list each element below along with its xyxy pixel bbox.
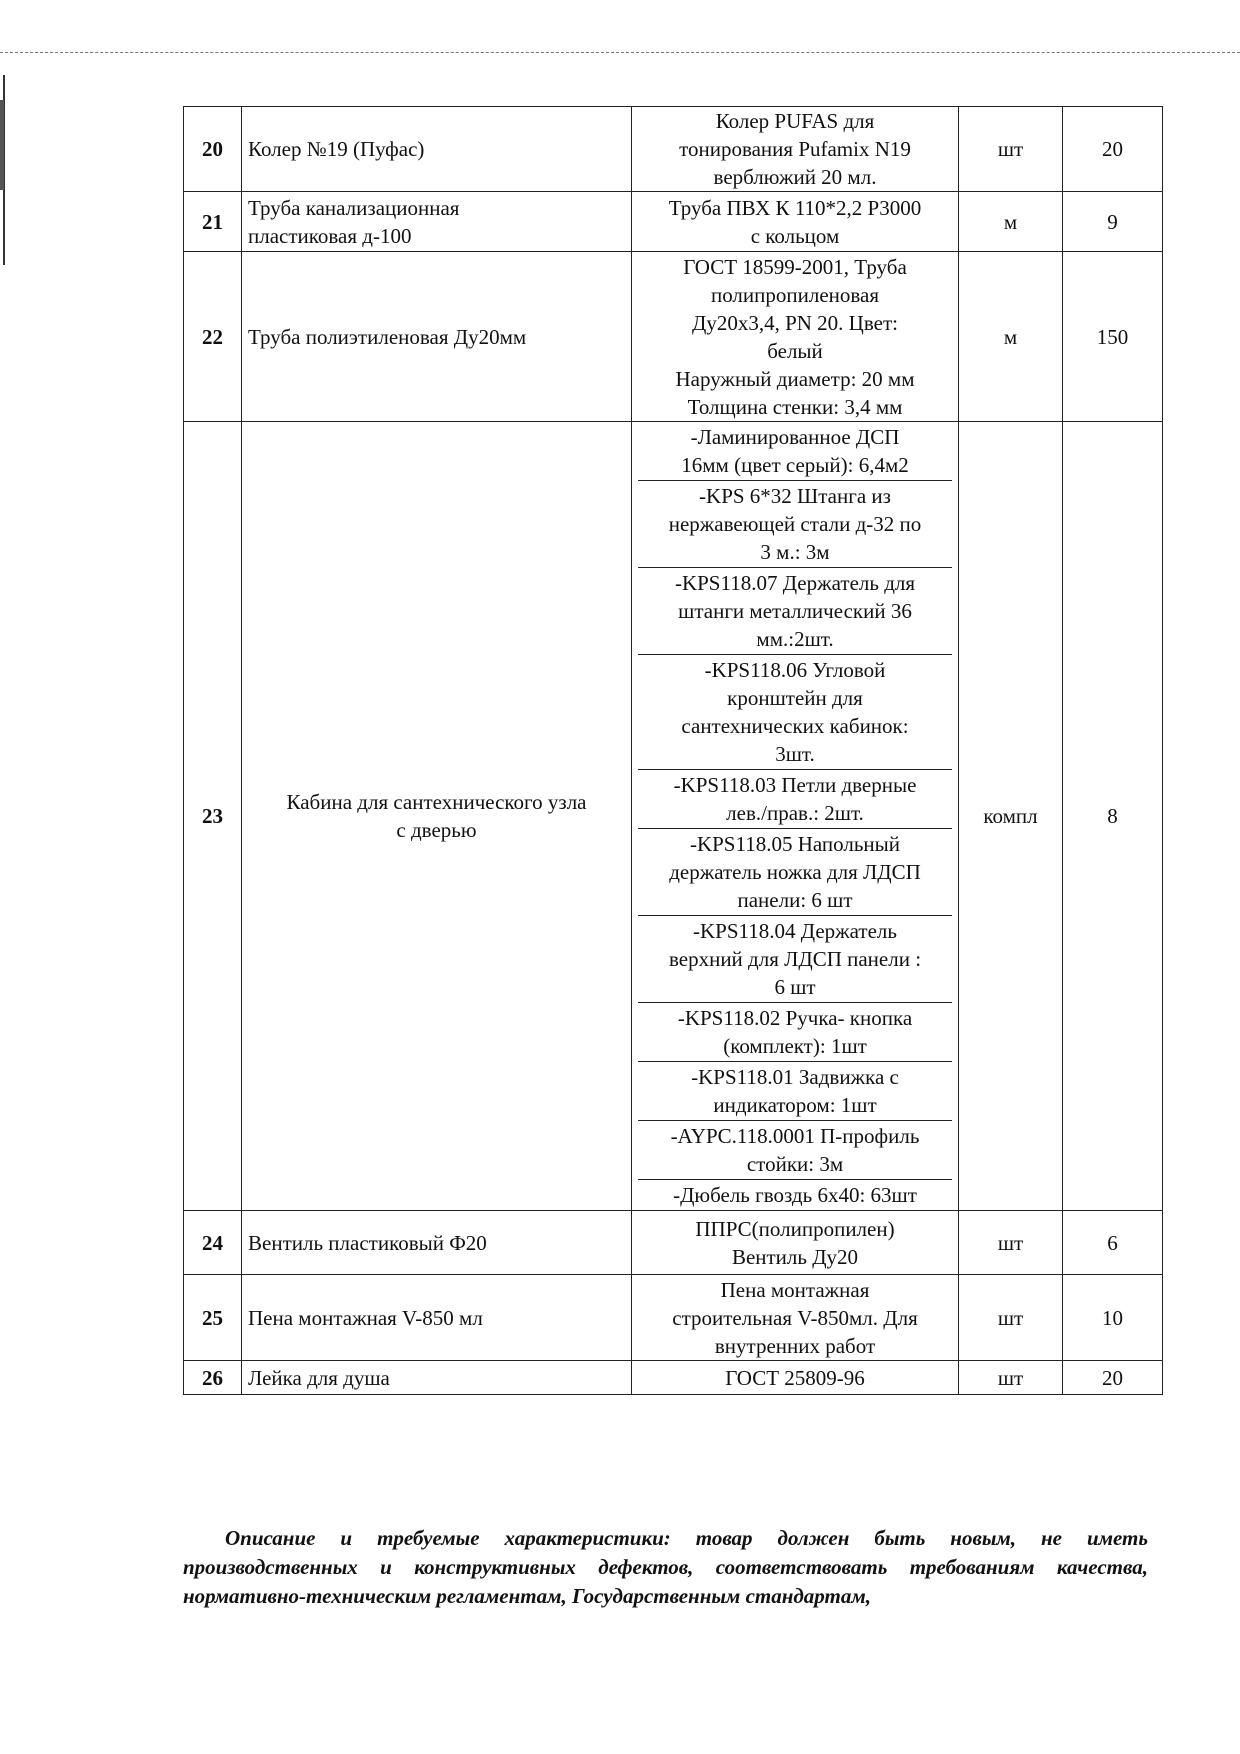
item-spec [632, 1275, 959, 1361]
spec-line: панели: 6 шт [737, 888, 853, 912]
spec-line: мм.:2шт. [756, 627, 834, 651]
spec-line: ГОСТ 18599-2001, Труба [683, 254, 907, 279]
spec-component [638, 1062, 952, 1121]
item-spec [632, 192, 959, 252]
spec-line: внутренних работ [714, 1333, 876, 1358]
item-unit: компл [959, 422, 1063, 1211]
item-name: Лейка для душа [242, 1361, 632, 1395]
spec-line: лев./прав.: 2шт. [726, 801, 864, 825]
table-row [184, 192, 1163, 252]
spec-line: индикатором: 1шт [713, 1093, 877, 1117]
spec-component [638, 770, 952, 829]
item-unit: шт [959, 1211, 1063, 1275]
spec-line: Вентиль Ду20 [731, 1244, 859, 1269]
table-row [184, 422, 1163, 1211]
spec-line: -Дюбель гвоздь 6х40: 63шт [673, 1183, 917, 1207]
spec-line: Пена монтажная [720, 1277, 870, 1302]
row-number: 26 [184, 1361, 242, 1395]
item-quantity: 150 [1063, 252, 1163, 422]
spec-line: белый [767, 338, 823, 363]
spec-line: -KPS118.04 Держатель [693, 919, 897, 943]
spec-line: полипропиленовая [710, 282, 880, 307]
item-quantity: 10 [1063, 1275, 1163, 1361]
spec-line: штанги металлический 36 [678, 599, 912, 623]
requirements-paragraph: Описание и требуемые характеристики: товар должен быть новым, не иметь производственных и конструктивных дефектов, соответствовать требованиям качества, нормативно-техническим регламентам, Государственным стандартам, [183, 1526, 1148, 1608]
spec-line: нержавеющей стали д-32 по [668, 512, 922, 536]
row-number: 25 [184, 1275, 242, 1361]
spec-component [638, 481, 952, 568]
item-name: Пена монтажная V-850 мл [242, 1275, 632, 1361]
item-quantity: 20 [1063, 107, 1163, 192]
item-spec-list [632, 422, 959, 1211]
spec-line: 6 шт [774, 975, 816, 999]
spec-line: верхний для ЛДСП панели : [668, 947, 922, 971]
spec-component [638, 568, 952, 655]
spec-component [638, 829, 952, 916]
name-line: Труба канализационная [248, 195, 460, 220]
item-unit: шт [959, 1361, 1063, 1395]
row-number: 24 [184, 1211, 242, 1275]
spec-line: с кольцом [750, 223, 840, 248]
row-number: 20 [184, 107, 242, 192]
item-unit: шт [959, 107, 1063, 192]
spec-line: -KPS118.02 Ручка- кнопка [677, 1006, 913, 1030]
item-name: Труба полиэтиленовая Ду20мм [242, 252, 632, 422]
spec-line: ГОСТ 25809-96 [725, 1365, 865, 1390]
table-row [184, 252, 1163, 422]
spec-component [638, 655, 952, 770]
spec-line: Наружный диаметр: 20 мм [675, 366, 915, 391]
spec-line: тонирования Pufamix N19 [679, 137, 911, 161]
spec-line: строительная V-850мл. Для [672, 1305, 918, 1330]
spec-line: 3 м.: 3м [760, 540, 830, 564]
name-line: с дверью [396, 818, 477, 842]
item-spec [632, 1361, 959, 1395]
spec-line: -KPS118.07 Держатель для [674, 571, 916, 595]
spec-line: -KPS 6*32 Штанга из [699, 484, 891, 508]
scan-edge-line [0, 52, 1240, 53]
spec-line: стойки: 3м [746, 1152, 844, 1176]
item-unit: м [959, 252, 1063, 422]
spec-line: Труба ПВХ К 110*2,2 Р3000 [668, 195, 922, 220]
spec-line: Толщина стенки: 3,4 мм [687, 394, 903, 419]
spec-line: -Ламинированное ДСП [690, 425, 900, 449]
spec-component [638, 1121, 952, 1180]
item-unit: шт [959, 1275, 1063, 1361]
spec-component [638, 422, 952, 481]
item-unit: м [959, 192, 1063, 252]
table-row [184, 1275, 1163, 1361]
spec-line: -AYPC.118.0001 П-профиль [670, 1124, 920, 1148]
spec-line: сантехнических кабинок: [681, 714, 909, 738]
spec-line: -KPS118.06 Угловой [704, 658, 886, 682]
spec-component [638, 1003, 952, 1062]
spec-line: ППРС(полипропилен) [695, 1216, 895, 1241]
item-quantity: 9 [1063, 192, 1163, 252]
table-row [184, 1361, 1163, 1395]
item-spec [632, 107, 959, 192]
goods-table [183, 106, 1163, 1395]
row-number: 22 [184, 252, 242, 422]
spec-component [638, 1180, 952, 1210]
name-line: Кабина для сантехнического узла [286, 790, 587, 814]
spec-line: Колер PUFAS для [715, 109, 875, 133]
spec-line: держатель ножка для ЛДСП [669, 860, 921, 884]
item-name [242, 192, 632, 252]
item-quantity: 6 [1063, 1211, 1163, 1275]
item-name [242, 422, 632, 1211]
spec-line: -KPS118.01 Задвижка с [691, 1065, 899, 1089]
item-quantity: 8 [1063, 422, 1163, 1211]
table-row [184, 1211, 1163, 1275]
spec-component [638, 916, 952, 1003]
spec-line: 16мм (цвет серый): 6,4м2 [681, 453, 909, 477]
spec-line: -KPS118.03 Петли дверные [673, 773, 917, 797]
spec-line: Ду20х3,4, PN 20. Цвет: [692, 310, 898, 335]
item-quantity: 20 [1063, 1361, 1163, 1395]
table-row [184, 107, 1163, 192]
row-number: 23 [184, 422, 242, 1211]
row-number: 21 [184, 192, 242, 252]
item-name: Колер №19 (Пуфас) [242, 107, 632, 192]
item-name: Вентиль пластиковый Ф20 [242, 1211, 632, 1275]
spec-line: 3шт. [775, 742, 815, 766]
spec-line: -KPS118.05 Напольный [689, 832, 901, 856]
spec-line: верблюжий 20 мл. [713, 165, 877, 189]
spec-line: кронштейн для [727, 686, 863, 710]
scan-binding-mark-inner [0, 100, 4, 190]
item-spec [632, 1211, 959, 1275]
item-spec [632, 252, 959, 422]
name-line: пластиковая д-100 [248, 223, 412, 248]
spec-line: (комплект): 1шт [723, 1034, 867, 1058]
